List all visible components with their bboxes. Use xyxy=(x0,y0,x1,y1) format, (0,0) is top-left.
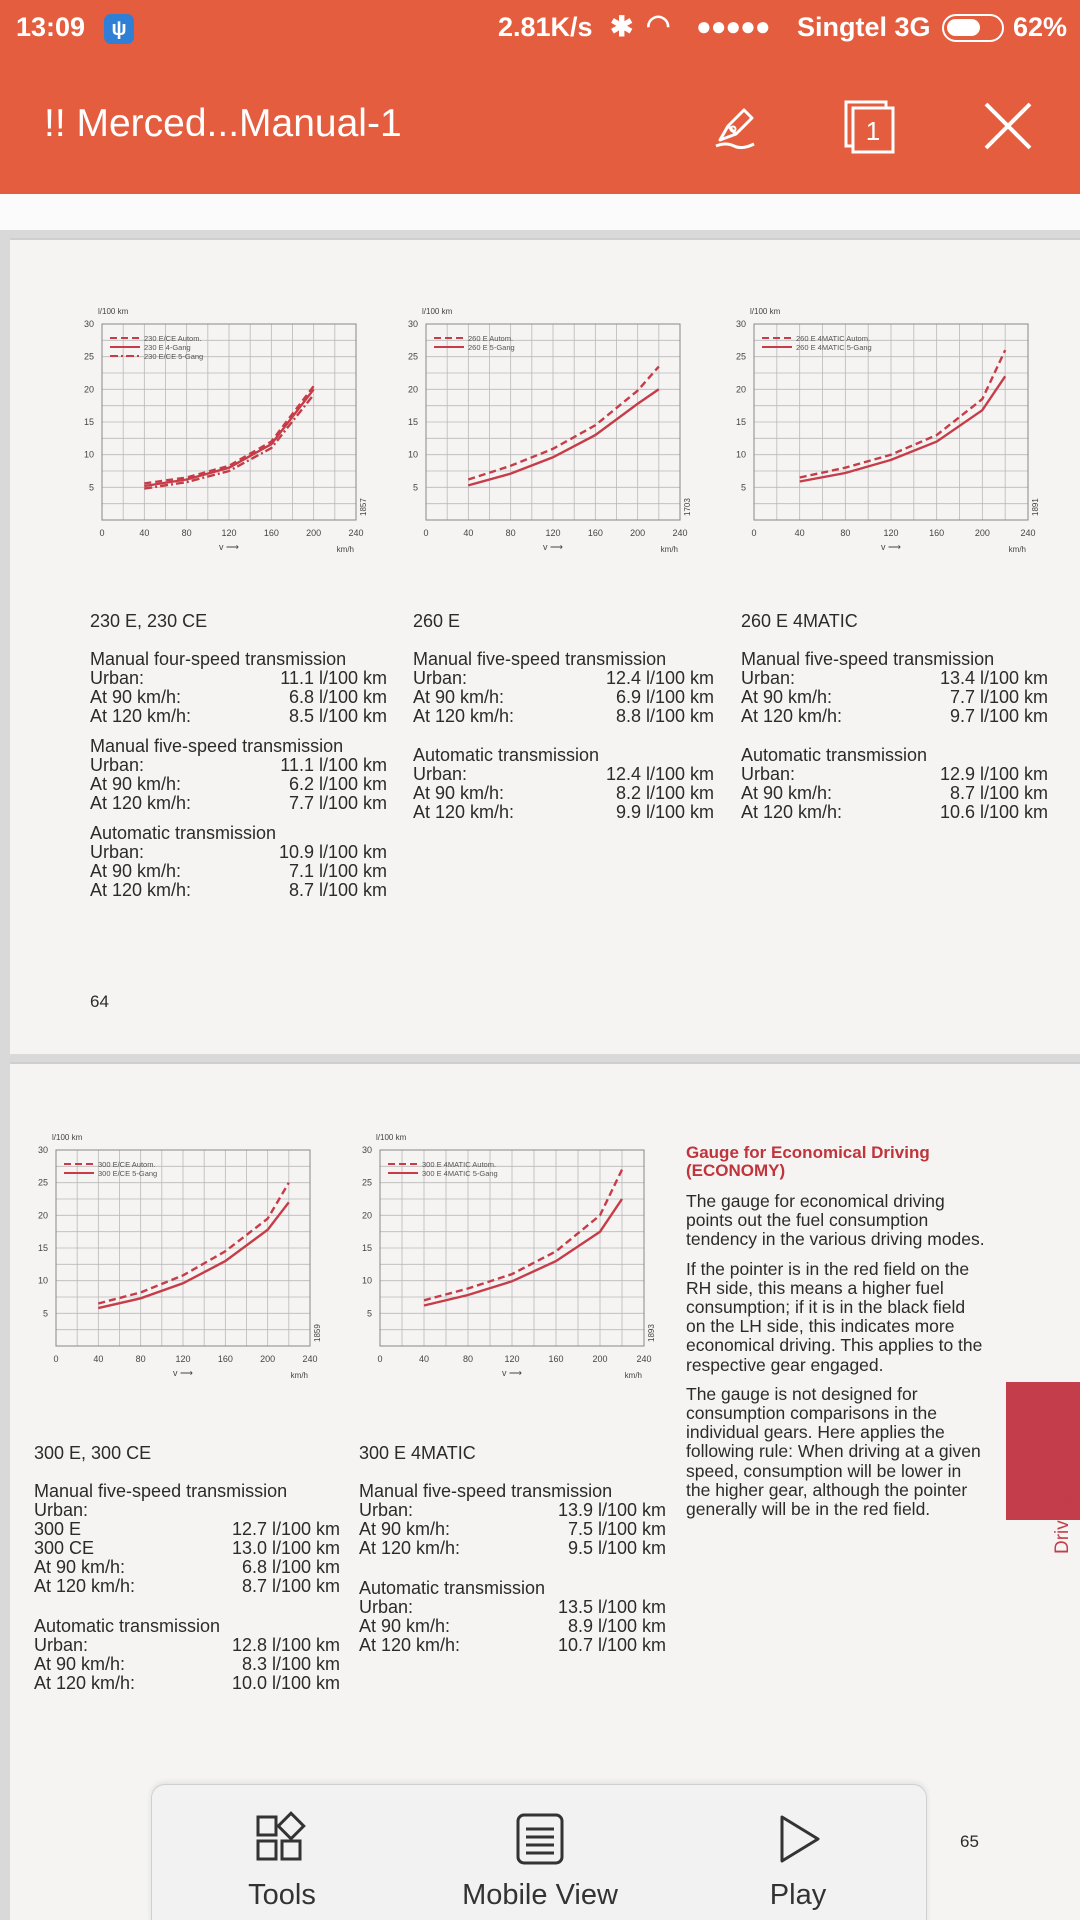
spec-value: 8.9 l/100 km xyxy=(567,1616,666,1636)
figure-code: 1891 xyxy=(1031,498,1040,516)
x-tick-label: 0 xyxy=(751,528,757,538)
y-tick-label: 5 xyxy=(412,482,418,493)
x-tick-label: 0 xyxy=(423,528,429,538)
x-tick-label: 80 xyxy=(505,528,516,538)
y-tick-label: 5 xyxy=(88,482,94,493)
x-tick-label: 200 xyxy=(630,528,646,538)
spec-label: Urban: xyxy=(359,1597,414,1617)
spec-label: At 90 km/h: xyxy=(359,1519,451,1539)
spec-value: 6.8 l/100 km xyxy=(288,687,387,707)
spec-heading: Manual four-speed transmission xyxy=(90,649,347,669)
y-tick-label: 25 xyxy=(361,1177,372,1188)
legend-label: 300 E 4MATIC 5-Gang xyxy=(422,1169,498,1178)
y-axis-unit-label: l/100 km xyxy=(98,307,129,316)
y-axis-unit-label: l/100 km xyxy=(376,1133,407,1142)
spec-value: 8.7 l/100 km xyxy=(949,783,1048,803)
y-tick-label: 5 xyxy=(42,1308,48,1319)
gauge-heading: Gauge for Economical Driving (ECONOMY) xyxy=(686,1143,930,1180)
spec-heading: Manual five-speed transmission xyxy=(413,649,667,669)
signal-strength-icon: ●●●●● xyxy=(696,11,770,41)
app-header xyxy=(0,0,1080,194)
y-tick-label: 20 xyxy=(735,384,746,395)
spec-value: 6.2 l/100 km xyxy=(288,774,387,794)
spec-value: 7.1 l/100 km xyxy=(288,861,387,881)
gauge-paragraph: The gauge for economical driving points out the fuel consumption tendency in the various driving modes. xyxy=(686,1191,985,1250)
spec-heading: Manual five-speed transmission xyxy=(34,1481,288,1501)
x-axis-unit-label: km/h xyxy=(660,545,678,554)
x-tick-label: 40 xyxy=(794,528,805,538)
spec-value: 8.7 l/100 km xyxy=(241,1576,340,1596)
spec-label: At 120 km/h: xyxy=(34,1673,136,1693)
spec-value: 8.3 l/100 km xyxy=(241,1654,340,1674)
x-tick-label: 40 xyxy=(463,528,474,538)
spec-label: At 120 km/h: xyxy=(90,793,192,813)
tools-label: Tools xyxy=(248,1879,316,1911)
spec-value: 9.7 l/100 km xyxy=(949,706,1048,726)
y-tick-label: 25 xyxy=(735,351,746,362)
y-tick-label: 20 xyxy=(407,384,418,395)
x-tick-label: 200 xyxy=(306,528,322,538)
document-lines-icon xyxy=(510,1809,570,1869)
series-line xyxy=(468,367,659,480)
spec-value: 10.9 l/100 km xyxy=(278,842,387,862)
spec-label: At 90 km/h: xyxy=(90,774,182,794)
spec-value: 10.0 l/100 km xyxy=(231,1673,340,1693)
pen-icon xyxy=(706,96,766,156)
y-axis-unit-label: l/100 km xyxy=(52,1133,83,1142)
y-tick-label: 20 xyxy=(83,384,94,395)
spec-label: Urban: xyxy=(413,764,468,784)
gauge-description xyxy=(686,1192,986,1529)
battery-icon xyxy=(942,14,1004,42)
spec-label: At 120 km/h: xyxy=(90,706,192,726)
bottom-toolbar xyxy=(151,1784,927,1920)
x-tick-label: 160 xyxy=(263,528,279,538)
spec-heading: Automatic transmission xyxy=(413,745,600,765)
y-tick-label: 10 xyxy=(735,449,746,460)
spec-label: At 90 km/h: xyxy=(34,1654,126,1674)
x-axis-label: v ⟶ xyxy=(502,1368,522,1378)
status-carrier: Singtel 3G xyxy=(797,12,931,42)
legend-label: 260 E 5-Gang xyxy=(468,343,515,352)
spec-label: 300 CE xyxy=(34,1538,95,1558)
y-tick-label: 15 xyxy=(37,1243,48,1253)
spec-value: 7.7 l/100 km xyxy=(288,793,387,813)
spec-value: 8.5 l/100 km xyxy=(288,706,387,726)
x-tick-label: 120 xyxy=(504,1354,520,1364)
status-bar xyxy=(0,0,1080,56)
x-tick-label: 160 xyxy=(548,1354,564,1364)
legend-label: 230 E/CE 5-Gang xyxy=(144,352,204,361)
y-tick-label: 25 xyxy=(407,351,418,362)
tools-grid-icon xyxy=(252,1809,312,1869)
pages-icon xyxy=(840,96,900,156)
x-axis-label: v ⟶ xyxy=(881,542,901,552)
x-tick-label: 120 xyxy=(883,528,899,538)
spec-label: At 90 km/h: xyxy=(359,1616,451,1636)
y-tick-label: 15 xyxy=(83,417,94,427)
spec-heading: Automatic transmission xyxy=(741,745,928,765)
x-axis-label: v ⟶ xyxy=(543,542,563,552)
spec-heading: Manual five-speed transmission xyxy=(359,1481,613,1501)
x-tick-label: 40 xyxy=(418,1354,430,1364)
mobile-view-label: Mobile View xyxy=(462,1879,618,1911)
spec-value: 11.1 l/100 km xyxy=(280,755,387,775)
x-tick-label: 160 xyxy=(929,528,945,538)
page-switch-button[interactable] xyxy=(840,96,900,156)
spec-value: 8.7 l/100 km xyxy=(288,880,387,900)
spec-label: Urban: xyxy=(90,668,145,688)
spec-value: 13.4 l/100 km xyxy=(939,668,1048,688)
x-tick-label: 160 xyxy=(217,1354,233,1364)
x-tick-label: 200 xyxy=(592,1354,608,1364)
spec-label: At 120 km/h: xyxy=(413,706,515,726)
y-tick-label: 30 xyxy=(83,319,94,329)
tools-button[interactable] xyxy=(192,1795,372,1920)
spec-value: 13.5 l/100 km xyxy=(557,1597,666,1617)
page-count-badge: 1 xyxy=(865,116,881,146)
spec-value: 11.1 l/100 km xyxy=(280,668,387,688)
chart-300e-4matic xyxy=(348,1126,678,1406)
annotate-button[interactable] xyxy=(706,96,766,156)
spec-label: At 120 km/h: xyxy=(359,1635,461,1655)
spec-label: At 120 km/h: xyxy=(34,1576,136,1596)
play-icon xyxy=(768,1809,828,1869)
spec-label: Urban: xyxy=(90,755,145,775)
x-tick-label: 80 xyxy=(840,528,851,538)
spec-heading: Manual five-speed transmission xyxy=(90,736,344,756)
y-tick-label: 15 xyxy=(735,417,746,427)
y-tick-label: 15 xyxy=(361,1243,372,1253)
legend-label: 300 E 4MATIC Autom. xyxy=(422,1160,497,1169)
model-title: 230 E, 230 CE xyxy=(90,611,208,631)
x-axis-unit-label: km/h xyxy=(290,1371,308,1380)
spec-label: At 90 km/h: xyxy=(90,861,182,881)
spec-value: 9.9 l/100 km xyxy=(615,802,714,822)
spec-value: 7.7 l/100 km xyxy=(949,687,1048,707)
spec-label: 300 E xyxy=(34,1519,82,1539)
chart-300e xyxy=(24,1126,344,1406)
spec-value: 12.7 l/100 km xyxy=(231,1519,340,1539)
x-tick-label: 200 xyxy=(260,1354,276,1364)
series-line xyxy=(800,350,1006,477)
spec-label: At 120 km/h: xyxy=(741,706,843,726)
figure-code: 1893 xyxy=(647,1324,656,1342)
legend-label: 300 E/CE 5-Gang xyxy=(98,1169,158,1178)
y-axis-unit-label: l/100 km xyxy=(750,307,781,316)
legend-label: 230 E/CE Autom. xyxy=(144,334,202,343)
spec-label: At 90 km/h: xyxy=(90,687,182,707)
spec-label: At 120 km/h: xyxy=(90,880,192,900)
figure-code: 1703 xyxy=(683,498,692,516)
page-number: 64 xyxy=(90,992,109,1011)
gauge-paragraph: The gauge is not designed for consumption comparisons in the individual gears. Here applies the following rule: When driving at a given speed, consumption will be lower in the higher gear, although the pointer generally will be in the red field. xyxy=(686,1383,981,1520)
legend-label: 260 E 4MATIC Autom. xyxy=(796,334,871,343)
spec-value: 6.8 l/100 km xyxy=(241,1557,340,1577)
x-axis-label: v ⟶ xyxy=(173,1368,193,1378)
spec-label: At 120 km/h: xyxy=(741,802,843,822)
spec-label: Urban: xyxy=(413,668,468,688)
spec-label: At 90 km/h: xyxy=(741,687,833,707)
x-tick-label: 40 xyxy=(139,528,150,538)
manual-page-64 xyxy=(10,238,1080,1054)
chart-260e-4matic xyxy=(722,300,1062,580)
y-tick-label: 5 xyxy=(740,482,746,493)
y-tick-label: 30 xyxy=(735,319,746,329)
spec-value: 6.9 l/100 km xyxy=(615,687,714,707)
spec-label: At 90 km/h: xyxy=(413,687,505,707)
mobile-view-button[interactable] xyxy=(450,1795,630,1920)
x-tick-label: 240 xyxy=(1020,528,1036,538)
spec-value: 9.5 l/100 km xyxy=(567,1538,666,1558)
x-axis-unit-label: km/h xyxy=(336,545,354,554)
y-tick-label: 15 xyxy=(407,417,418,427)
x-axis-unit-label: km/h xyxy=(1008,545,1026,554)
spec-label: Urban: xyxy=(741,764,796,784)
wifi-icon: ◠ xyxy=(646,9,671,40)
spec-heading: Automatic transmission xyxy=(90,823,277,843)
series-line xyxy=(98,1183,288,1304)
spec-heading: Automatic transmission xyxy=(359,1578,546,1598)
x-tick-label: 80 xyxy=(135,1354,146,1364)
x-tick-label: 240 xyxy=(672,528,688,538)
spec-value: 10.6 l/100 km xyxy=(939,802,1048,822)
status-time: 13:09 xyxy=(16,12,86,42)
section-tab-label: Driving xyxy=(1052,1494,1073,1554)
spec-label: At 90 km/h: xyxy=(741,783,833,803)
gauge-paragraph: If the pointer is in the red field on the RH side, this means a higher fuel consumption; if it is in the black field on the LH side, this indicates more economical driving. This applies to the respective gear engaged. xyxy=(686,1258,983,1375)
y-tick-label: 10 xyxy=(407,449,418,460)
spec-value: 8.2 l/100 km xyxy=(615,783,714,803)
spec-value: 13.9 l/100 km xyxy=(557,1500,666,1520)
viewer-gap xyxy=(0,194,1080,230)
spec-value: 12.8 l/100 km xyxy=(231,1635,340,1655)
x-tick-label: 0 xyxy=(99,528,105,538)
x-tick-label: 80 xyxy=(462,1354,474,1364)
legend-label: 260 E Autom. xyxy=(468,334,514,343)
spec-value: 12.4 l/100 km xyxy=(605,764,714,784)
spec-label: At 90 km/h: xyxy=(413,783,505,803)
x-tick-label: 0 xyxy=(53,1354,59,1364)
document-title: !! Merced...Manual-1 xyxy=(44,102,402,145)
spec-heading: Manual five-speed transmission xyxy=(741,649,995,669)
x-axis-unit-label: km/h xyxy=(624,1371,642,1380)
play-button[interactable] xyxy=(708,1795,888,1920)
spec-value: 10.7 l/100 km xyxy=(557,1635,666,1655)
y-tick-label: 30 xyxy=(407,319,418,329)
spec-label: Urban: xyxy=(90,842,145,862)
model-title: 260 E xyxy=(413,611,461,631)
play-label: Play xyxy=(769,1879,827,1911)
y-tick-label: 5 xyxy=(366,1308,372,1319)
close-icon xyxy=(978,96,1038,156)
y-axis-unit-label: l/100 km xyxy=(422,307,453,316)
spec-value: 12.4 l/100 km xyxy=(605,668,714,688)
close-button[interactable] xyxy=(978,96,1038,156)
status-battery-percent: 62% xyxy=(1013,12,1068,42)
figure-code: 1857 xyxy=(359,498,368,516)
spec-value: 7.5 l/100 km xyxy=(567,1519,666,1539)
series-line xyxy=(800,376,1006,481)
x-tick-label: 120 xyxy=(545,528,561,538)
legend-label: 230 E 4-Gang xyxy=(144,343,191,352)
y-tick-label: 30 xyxy=(361,1145,372,1155)
page-number: 65 xyxy=(960,1832,979,1851)
spec-heading: Automatic transmission xyxy=(34,1616,221,1636)
model-title: 300 E, 300 CE xyxy=(34,1443,152,1463)
spec-label: At 90 km/h: xyxy=(34,1557,126,1577)
series-line xyxy=(98,1202,288,1308)
spec-label: At 120 km/h: xyxy=(359,1538,461,1558)
spec-value: 13.0 l/100 km xyxy=(231,1538,340,1558)
bluetooth-icon: ✱ xyxy=(610,11,634,42)
model-title: 260 E 4MATIC xyxy=(741,611,858,631)
x-tick-label: 80 xyxy=(181,528,192,538)
figure-code: 1859 xyxy=(313,1324,322,1342)
spec-value: 12.9 l/100 km xyxy=(939,764,1048,784)
x-tick-label: 120 xyxy=(175,1354,191,1364)
status-network-speed: 2.81K/s xyxy=(498,12,593,42)
x-tick-label: 240 xyxy=(302,1354,318,1364)
spec-label: Urban: xyxy=(34,1635,89,1655)
y-tick-label: 10 xyxy=(361,1275,372,1286)
spec-label: Urban: xyxy=(741,668,796,688)
legend-label: 300 E/CE Autom. xyxy=(98,1160,156,1169)
legend-label: 260 E 4MATIC 5-Gang xyxy=(796,343,872,352)
x-tick-label: 0 xyxy=(377,1354,383,1364)
x-tick-label: 200 xyxy=(974,528,990,538)
chart-230e xyxy=(70,300,390,580)
y-tick-label: 10 xyxy=(37,1275,48,1286)
x-tick-label: 240 xyxy=(348,528,364,538)
y-tick-label: 30 xyxy=(37,1145,48,1155)
y-tick-label: 10 xyxy=(83,449,94,460)
x-axis-label: v ⟶ xyxy=(219,542,239,552)
spec-label: At 120 km/h: xyxy=(413,802,515,822)
x-tick-label: 120 xyxy=(221,528,237,538)
x-tick-label: 240 xyxy=(636,1354,652,1364)
chart-260e xyxy=(394,300,714,580)
usb-debug-icon: ψ xyxy=(104,14,134,44)
x-tick-label: 160 xyxy=(587,528,603,538)
spec-value: 8.8 l/100 km xyxy=(615,706,714,726)
y-tick-label: 25 xyxy=(37,1177,48,1188)
spec-label: Urban: xyxy=(34,1500,89,1520)
model-title: 300 E 4MATIC xyxy=(359,1443,476,1463)
y-tick-label: 20 xyxy=(361,1210,372,1221)
spec-label: Urban: xyxy=(359,1500,414,1520)
y-tick-label: 20 xyxy=(37,1210,48,1221)
y-tick-label: 25 xyxy=(83,351,94,362)
x-tick-label: 40 xyxy=(93,1354,104,1364)
